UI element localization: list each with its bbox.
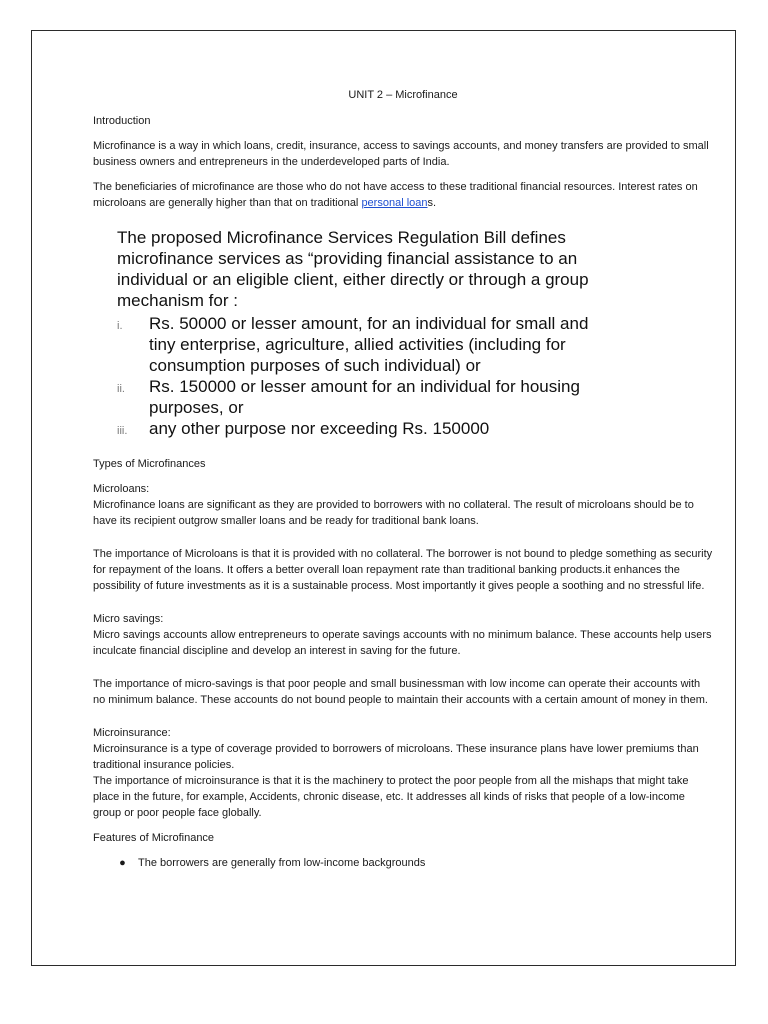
bill-item-numeral: i.: [117, 320, 123, 332]
bill-item-text: any other purpose nor exceeding Rs. 150000: [149, 419, 490, 438]
introduction-paragraph-1: Microfinance is a way in which loans, credit, insurance, access to savings accounts, and money transfers are provided to small business owners and entrepreneurs in the underdeveloped parts of India.: [93, 140, 709, 168]
features-heading: Features of Microfinance: [93, 832, 215, 844]
microloans-description: Microfinance loans are significant as they are provided to borrowers with no collateral. The result of microloans should be to have its recipient outgrow smaller loans and be ready for traditional bank loans.: [93, 499, 694, 527]
introduction-paragraph-2-text: The beneficiaries of microfinance are those who do not have access to these traditional financial resources. Interest rates on microloans are generally higher than that on traditional: [93, 181, 698, 209]
page-title: UNIT 2 – Microfinance: [348, 89, 458, 101]
features-list: [93, 855, 713, 871]
microsavings-importance: The importance of micro-savings is that poor people and small businessman with low income can operate their accounts with no minimum balance. These accounts do not bound people to maintain their accounts with a certain amount of money in them.: [93, 678, 708, 706]
microloans-label: Microloans:: [93, 483, 150, 495]
bill-item-numeral: iii.: [117, 425, 128, 437]
personal-loan-link[interactable]: personal loan: [361, 197, 428, 209]
microloans-importance: The importance of Microloans is that it is provided with no collateral. The borrower is not bound to pledge something as security for repayment of the loans. It offers a better overall loan repayment rate than traditional banking products.it enhances the possibility of future investments as it is a sustainable process. Most importantly it gives people a soothing and no stressful life.: [93, 548, 713, 592]
bill-item-numeral: ii.: [117, 383, 125, 395]
bullet-icon: ●: [119, 857, 126, 869]
bill-definition-image: [117, 227, 617, 442]
bill-item-text: Rs. 50000 or lesser amount, for an individual for small and tiny enterprise, agriculture, allied activities (including for consumption purposes of such individual) or: [149, 314, 589, 375]
page-content: [93, 87, 713, 871]
microinsurance-importance: The importance of microinsurance is that it is the machinery to protect the poor people from all the mishaps that might take place in the future, for example, Accidents, chronic disease, etc. It addresses all kinds of risks that people of a low-income group or poor people face globally.: [93, 775, 689, 819]
bill-intro: The proposed Microfinance Services Regulation Bill defines microfinance services as “providing financial assistance to an individual or an eligible client, either directly or through a group mechanism for :: [117, 228, 589, 310]
list-item: [93, 855, 713, 871]
bill-list-item: [117, 376, 617, 418]
introduction-paragraph-2: [93, 179, 713, 211]
types-heading: Types of Microfinances: [93, 458, 206, 470]
document-page: [31, 30, 736, 966]
microsavings-label: Micro savings:: [93, 613, 164, 625]
microinsurance-description: Microinsurance is a type of coverage provided to borrowers of microloans. These insurance plans have lower premiums than traditional insurance policies.: [93, 743, 699, 771]
introduction-paragraph-2-end: s.: [427, 197, 437, 209]
feature-text: The borrowers are generally from low-income backgrounds: [138, 857, 426, 869]
microsavings-description: Micro savings accounts allow entrepreneurs to operate savings accounts with no minimum balance. These accounts help users inculcate financial discipline and develop an interest in saving for the future.: [93, 629, 712, 657]
bill-item-text: Rs. 150000 or lesser amount for an individual for housing purposes, or: [149, 377, 580, 417]
introduction-heading: Introduction: [93, 115, 151, 127]
bill-list-item: [117, 418, 617, 442]
microinsurance-label: Microinsurance:: [93, 727, 171, 739]
bill-list-item: [117, 313, 617, 376]
bill-list: [117, 313, 617, 442]
